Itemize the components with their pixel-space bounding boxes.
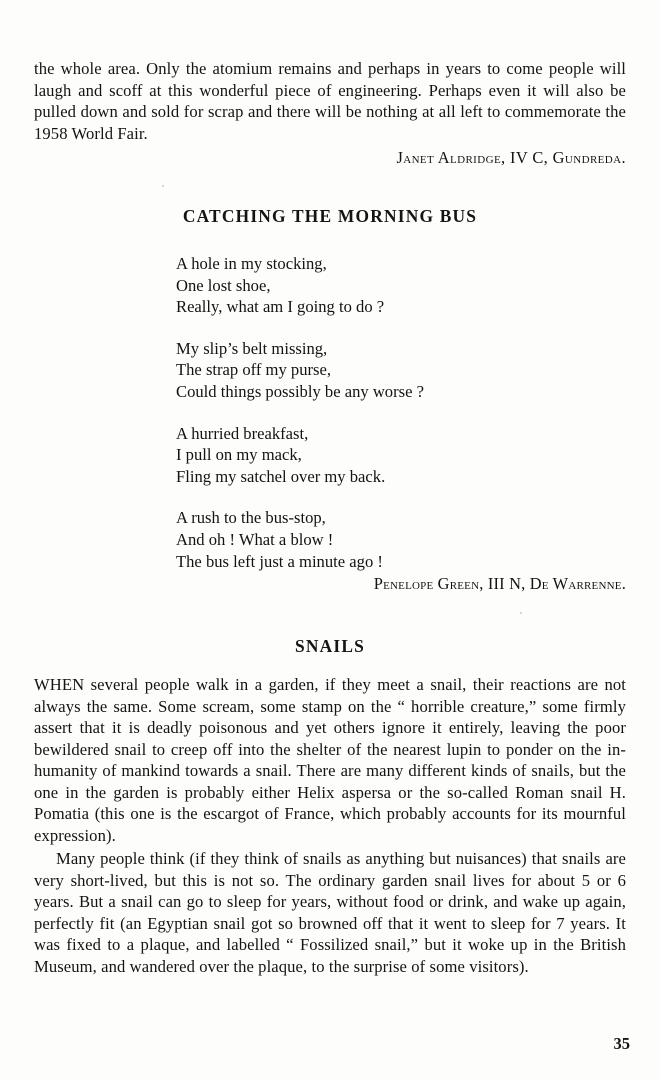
poem-line: Fling my satchel over my back. bbox=[176, 466, 386, 486]
snails-paragraph: Many people think (if they think of snails as anything but nuisances) that snails are very short-lived, but this is not so. The ordinary garden snail lives for about 5 or 6 years. But a snail can go to sleep for years, without food or drink, and wake up again, perfectly fit (an Egyptian snail got so browned off that it went to sleep for 7 years. It was fixed to a plaque, and labelled “ Fossilized snail,” but it woke up in the British Museum, and wandered over the plaque, to the surprise of some visitors). bbox=[34, 849, 626, 976]
poem-line: The strap off my purse, bbox=[176, 360, 331, 380]
poem-line: I pull on my mack, bbox=[176, 445, 302, 465]
poem-line: My slip’s belt missing, bbox=[176, 338, 328, 358]
poem-stanza bbox=[176, 253, 626, 318]
snails-paragraph: WHEN several people walk in a garden, if they meet a snail, their reactions are not always the same. Some scream, some stamp on the “ horrible creature,” some firmly assert that it is deadly poisonous and yet others ignore it entirely, leaving the poor bewildered snail to creep off into the shelter of the nearest lupin to ponder on the in-humanity of mankind towards a snail. There are many different kinds of snails, but the one in the garden is probably either Helix aspersa or the so-called Roman snail H. Pomatia (this one is the escargot of France, which probably accounts for its mournful expression). bbox=[34, 675, 626, 845]
poem-title-wrap bbox=[34, 206, 626, 227]
snails-title-wrap bbox=[34, 636, 626, 657]
page-number: 35 bbox=[613, 1034, 630, 1053]
article-byline: Janet Aldridge, IV C, Gundreda. bbox=[396, 148, 626, 167]
page-content bbox=[34, 58, 626, 977]
poem-line: A hurried breakfast, bbox=[176, 423, 309, 443]
poem-stanza bbox=[176, 507, 626, 572]
poem-line: The bus left just a minute ago ! bbox=[176, 551, 383, 571]
poem-body bbox=[176, 253, 626, 572]
poem-byline: Penelope Green, III N, De Warrenne. bbox=[373, 574, 626, 594]
snails-title: SNAILS bbox=[294, 636, 366, 657]
poem-line: A hole in my stocking, bbox=[176, 254, 327, 273]
article-continuation-paragraph: the whole area. Only the atomium remains and perhaps in years to come people will laugh and scoff at this wonderful piece of engineering. Perhaps even it will also be pulled down and sold for scrap and there will be nothing at all left to commemorate the 1958 World Fair. bbox=[34, 59, 626, 143]
poem-stanza bbox=[176, 423, 626, 488]
poem-title: CATCHING THE MORNING BUS bbox=[182, 206, 478, 226]
poem-line: A rush to the bus-stop, bbox=[176, 508, 326, 528]
poem-line: And oh ! What a blow ! bbox=[176, 529, 334, 549]
poem-line: Could things possibly be any worse ? bbox=[176, 381, 424, 401]
poem-stanza bbox=[176, 338, 626, 403]
poem-line: Really, what am I going to do ? bbox=[176, 297, 385, 317]
poem-line: One lost shoe, bbox=[176, 275, 271, 295]
